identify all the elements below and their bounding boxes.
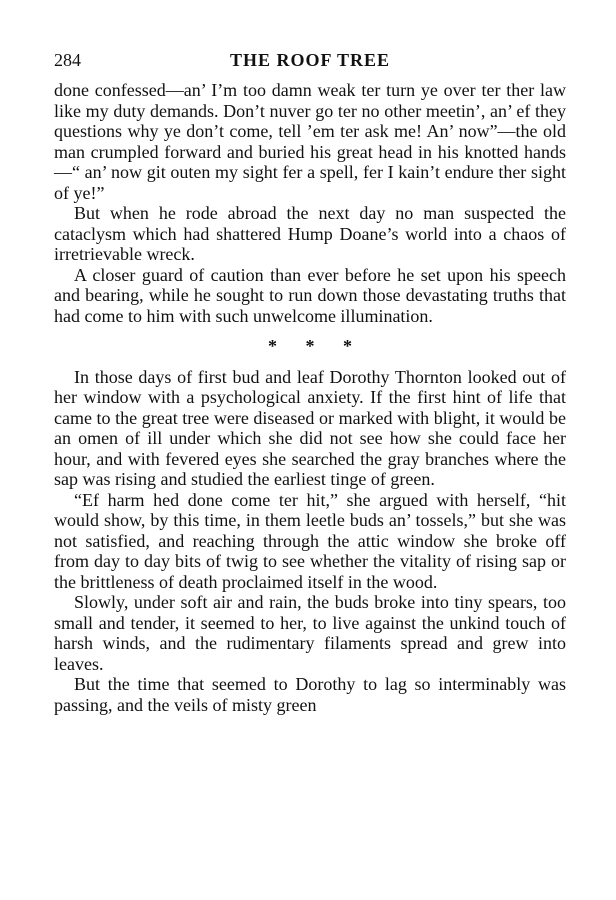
paragraph-3: A closer guard of caution than ever before he set upon his speech and bearing, while he sought to run down those devastating truths that had come to him with such unwelcome illumination. <box>54 264 566 326</box>
paragraph-6: Slowly, under soft air and rain, the buds broke into tiny spears, too small and tender, it seemed to her, to live against the unkind touch of harsh winds, and the rudimentary filaments spread and grew into leaves. <box>54 592 566 674</box>
running-title: THE ROOF TREE <box>229 50 391 70</box>
book-page <box>54 50 566 715</box>
paragraph-4: In those days of first bud and leaf Dorothy Thornton looked out of her window with a psychological anxiety. If the first hint of life that came to the great tree were diseased or marked with blight, it would be an omen of ill under which she did not see how she could face her hour, and with fevered eyes she searched the gray branches where the sap was rising and studied the earliest tinge of green. <box>54 366 566 489</box>
paragraph-7: But the time that seemed to Dorothy to lag so interminably was passing, and the veils of misty green <box>54 674 566 715</box>
section-break: * * * <box>268 336 352 356</box>
page-header <box>54 50 566 80</box>
paragraph-5: “Ef harm hed done come ter hit,” she argued with herself, “hit would show, by this time, in them leetle buds an’ tossels,” but she was not satisfied, and reaching through the attic window she broke off from day to day bits of twig to see whether the vitality of rising sap or the brittleness of death proclaimed itself in the wood. <box>54 489 566 592</box>
page-number: 284 <box>54 50 81 70</box>
paragraph-2: But when he rode abroad the next day no man suspected the cataclysm which had shattered Hump Doane’s world into a chaos of irretrievable wreck. <box>54 203 566 264</box>
paragraph-1: done confessed—an’ I’m too damn weak ter turn ye over ter ther law like my duty demands. Don’t nuver go ter no other meetin’, an’ ef they questions why ye don’t come, tell ’em ter ask me! An’ now”—the old man crumpled forward and buried his great head in his knotted hands—“ an’ now git outen my sight fer a spell, fer I kain’t endure ther sight of ye!” <box>54 80 566 203</box>
